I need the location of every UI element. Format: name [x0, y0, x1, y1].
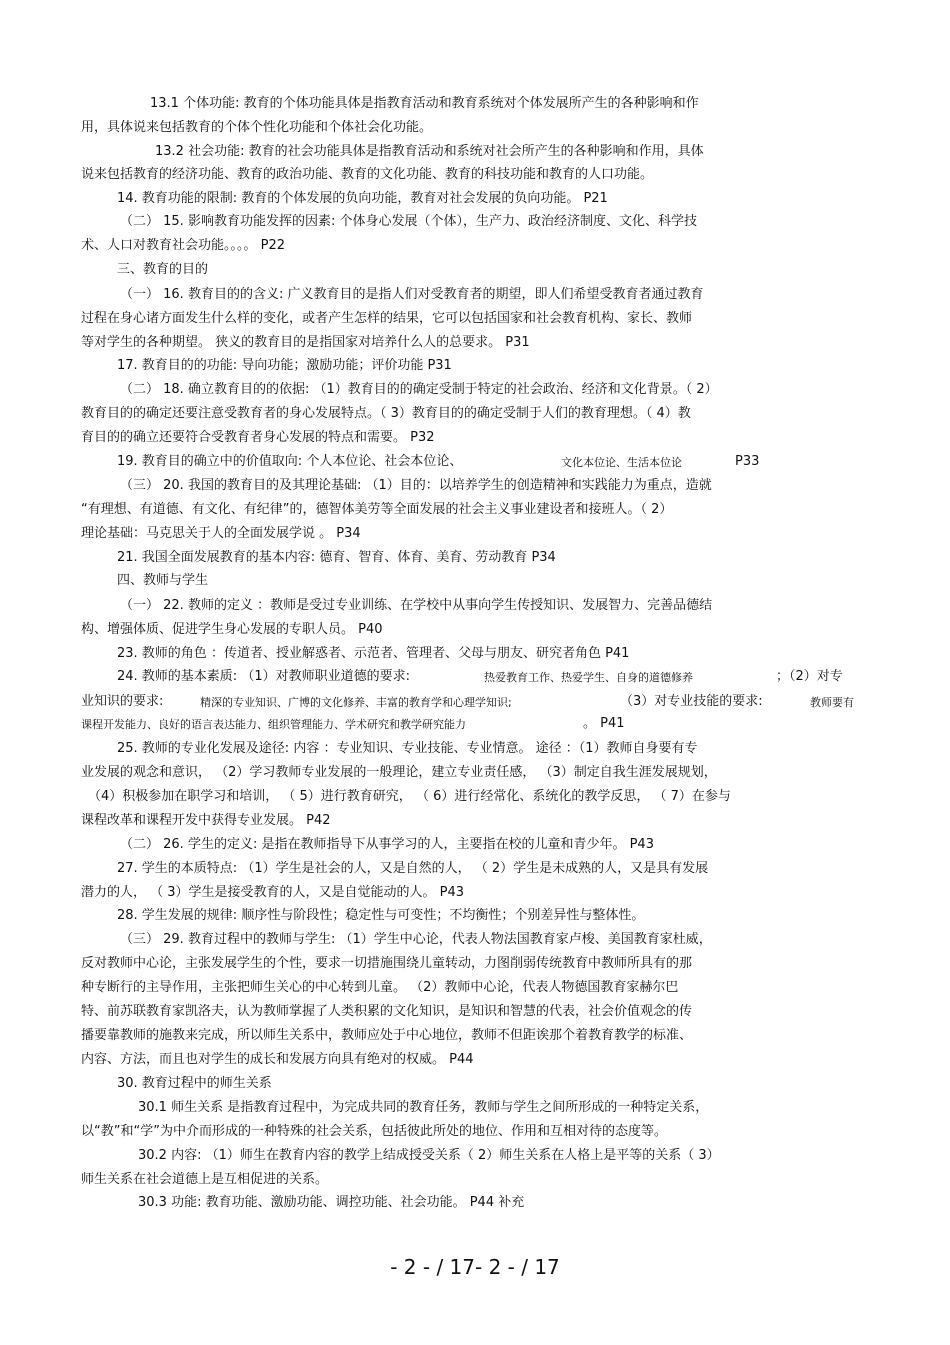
text-line: 24. 教师的基本素质: （1）对教师职业道德的要求:: [117, 669, 410, 684]
text-line: 业发展的观念和意识， （2）学习教师专业发展的一般理论，建立专业责任感， （3）制定自我生涯发展规划，: [81, 765, 717, 780]
text-line: 师生关系在社会道德上是互相促进的关系。: [81, 1172, 329, 1187]
text-line: 27. 学生的本质特点: （1）学生是社会的人，又是自然的人， （ 2）学生是未成熟的人，又是具有发展: [117, 861, 709, 876]
text-line-small: 精深的专业知识、广博的文化修养、丰富的教育学和心理学知识;: [200, 696, 512, 709]
text-line: 13.1 个体功能: 教育的个体功能具体是指教育活动和教育系统对个体发展所产生的各种影响和作: [150, 96, 699, 111]
text-line: 说来包括教育的经济功能、教育的政治功能、教育的文化功能、教育的科技功能和教育的人口功能。: [81, 167, 654, 182]
text-line: 过程在身心诸方面发生什么样的变化，或者产生怎样的结果，它可以包括国家和社会教育机构、家长、教师: [81, 311, 693, 326]
text-line: 21. 我国全面发展教育的基本内容: 德育、智育、体育、美育、劳动教育 P34: [117, 550, 556, 565]
text-line: 以“教”和“学”为中介而形成的一种特殊的社会关系，包括彼此所处的地位、作用和互相对待的态度等。: [81, 1124, 667, 1139]
text-line: 等对学生的各种期望。 狭义的教育目的是指国家对培养什么人的总要求。 P31: [81, 335, 530, 350]
text-line: （一） 16. 教育目的的含义: 广义教育目的是指人们对受教育者的期望，即人们希望受教育者通过教育: [120, 287, 704, 302]
page-reference: P33: [735, 454, 760, 469]
text-line-small: 教师要有: [810, 696, 854, 709]
text-line-small: 文化本位论、生活本位论: [561, 456, 682, 469]
text-line: （二） 18. 确立教育目的的依据: （1）教育目的的确定受制于特定的社会政治、经济和文化背景。（ 2）: [120, 382, 718, 397]
text-line-small: 课程开发能力、良好的语言表达能力、组织管理能力、学术研究和教学研究能力: [81, 718, 466, 731]
text-line: 用，具体说来包括教育的个体个性化功能和个体社会化功能。: [81, 120, 433, 135]
text-line: 理论基础：马克思关于人的全面发展学说 。 P34: [81, 526, 361, 541]
text-line: 种专断行的主导作用，主张把师生关心的中心转到儿童。 （2）教师中心论，代表人物德国教育家赫尔巴: [81, 980, 679, 995]
text-line: 17. 教育目的的功能: 导向功能；激励功能；评价功能 P31: [117, 358, 452, 373]
text-line: （3）对专业技能的要求:: [620, 694, 763, 709]
text-line: 28. 学生发展的规律: 顺序性与阶段性；稳定性与可变性；不均衡性；个别差异性与整体性。: [117, 908, 645, 923]
text-line: 30. 教育过程中的师生关系: [117, 1076, 272, 1091]
text-line: 业知识的要求:: [81, 694, 164, 709]
text-line: 14. 教育功能的限制: 教育的个体发展的负向功能，教育对社会发展的负向功能。 P21: [117, 191, 608, 206]
text-line: 30.3 功能: 教育功能、激励功能、调控功能、社会功能。 P44 补充: [138, 1195, 525, 1210]
text-line: ；（2）对专: [776, 669, 843, 684]
text-line: 30.1 师生关系 是指教育过程中，为完成共同的教育任务，教师与学生之间所形成的一种特定关系，: [138, 1100, 709, 1115]
section-heading: 四、教师与学生: [117, 573, 209, 588]
text-line: （4）积极参加在职学习和培训， （ 5）进行教育研究， （ 6）进行经常化、系统化的教学反思， （ 7）在参与: [88, 789, 731, 804]
text-line: （二） 26. 学生的定义: 是指在教师指导下从事学习的人，主要指在校的儿童和青少年。 P43: [120, 837, 654, 852]
text-line: 课程改革和课程开发中获得专业发展。 P42: [81, 813, 331, 828]
text-line: “有理想、有道德、有文化、有纪律”的，德智体美劳等全面发展的社会主义事业建设者和接班人。（ 2）: [81, 502, 673, 517]
text-line: 反对教师中心论，主张发展学生的个性，要求一切措施围绕儿童转动，力图削弱传统教育中教师所具有的那: [81, 956, 693, 971]
text-line: 教育目的的确定还要注意受教育者的身心发展特点。（ 3）教育目的的确定受制于人们的教育理想。（ 4）教: [81, 406, 691, 421]
page-number-footer: - 2 - / 17- 2 - / 17: [390, 1255, 560, 1279]
text-line: 内容、方法，而且也对学生的成长和发展方向具有绝对的权威。 P44: [81, 1052, 474, 1067]
text-line: （一） 22. 教师的定义 ：教师是受过专业训练、在学校中从事向学生传授知识、发展智力、完善品德结: [120, 598, 713, 613]
text-line: 构、增强体质、促进学生身心发展的专职人员。 P40: [81, 622, 383, 637]
text-line: 13.2 社会功能: 教育的社会功能具体是指教育活动和系统对社会所产生的各种影响和作用，具体: [155, 144, 704, 159]
text-line: 30.2 内容: （1）师生在教育内容的教学上结成授受关系（ 2）师生关系在人格上是平等的关系（ 3）: [138, 1148, 720, 1163]
page-reference: 。 P41: [583, 716, 625, 731]
text-line: （二） 15. 影响教育功能发挥的因素: 个体身心发展（个体），生产力、政治经济制度、文化、科学技: [120, 214, 697, 229]
section-heading: 三、教育的目的: [117, 262, 209, 277]
text-line: 潜力的人， （ 3）学生是接受教育的人，又是自觉能动的人。 P43: [81, 885, 465, 900]
text-line: 特、前苏联教育家凯洛夫，认为教师掌握了人类积累的文化知识，是知识和智慧的代表，社会价值观念的传: [81, 1004, 693, 1019]
text-line: 25. 教师的专业化发展及途径: 内容 ：专业知识、专业技能、专业情意。 途径 ：（1）教师自身要有专: [117, 741, 698, 756]
text-line: 育目的的确立还要符合受教育者身心发展的特点和需要。 P32: [81, 430, 435, 445]
text-line: 播要靠教师的施教来完成，所以师生关系中，教师应处于中心地位，教师不但距诶那个着教育教学的标准、: [81, 1028, 693, 1043]
text-line: （三） 20. 我国的教育目的及其理论基础: （1）目的：以培养学生的创造精神和实践能力为重点，造就: [120, 478, 712, 493]
text-line: 23. 教师的角色 ：传道者、授业解惑者、示范者、管理者、父母与朋友、研究者角色 P41: [117, 646, 630, 661]
text-line-small: 热爱教育工作、热爱学生、自身的道德修养: [484, 671, 693, 684]
text-line: 术、人口对教育社会功能。。。。 P22: [81, 238, 286, 253]
text-line: 19. 教育目的确立中的价值取向: 个人本位论、社会本位论、: [117, 454, 463, 469]
text-line: （三） 29. 教育过程中的教师与学生: （1）学生中心论，代表人物法国教育家卢梭、美国教育家杜威，: [120, 932, 712, 947]
